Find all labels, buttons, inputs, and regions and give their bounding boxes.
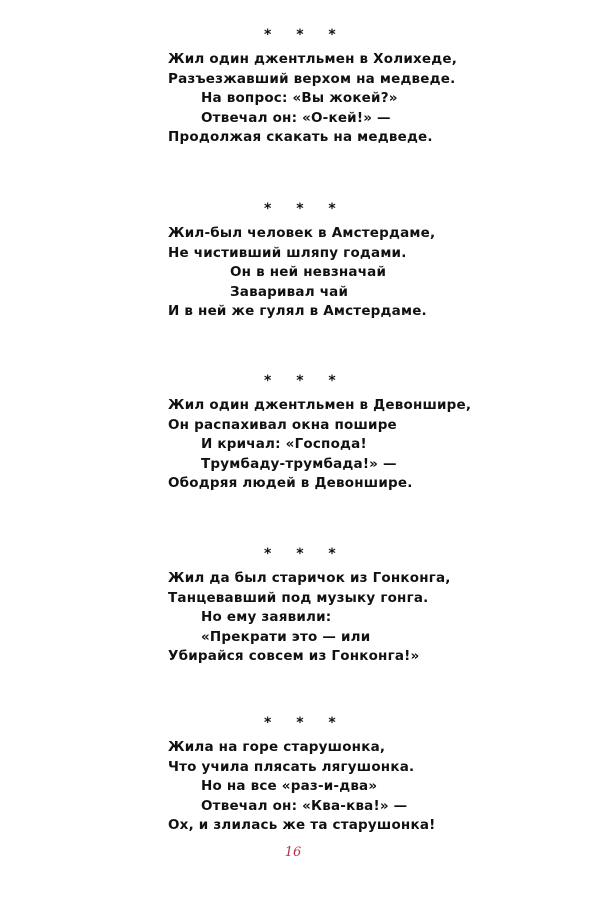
poem-line: На вопрос: «Вы жокей?» (201, 90, 398, 106)
poem-line: Что учила плясать лягушонка. (168, 758, 415, 775)
poem-line: Но на все «раз-и-два» (201, 778, 378, 794)
poem-line: Жил да был старичок из Гонконга, (168, 570, 451, 586)
poem-line: «Прекрати это — или (201, 628, 371, 645)
poem-line: Ох, и злилась же та старушонка! (168, 817, 436, 833)
poem-4 (168, 543, 588, 667)
poem-line: Разъезжавший верхом на медведе. (168, 70, 456, 87)
poem-line: Жила на горе старушонка, (168, 739, 386, 755)
poem-5 (168, 712, 588, 836)
poem-2 (168, 198, 588, 322)
separator-stars: * * * (264, 715, 346, 731)
separator-stars: * * * (264, 546, 346, 562)
poem-line: Жил один джентльмен в Девоншире, (168, 397, 472, 413)
poem-line: И кричал: «Господа! (201, 436, 367, 452)
page-number-text: 16 (284, 845, 302, 860)
poem-line: Продолжая скакать на медведе. (168, 129, 433, 145)
poem-line: Он в ней невзначай (230, 264, 387, 280)
poem-line: Жил-был человек в Амстердаме, (168, 225, 436, 241)
separator-stars: * * * (264, 373, 346, 389)
poem-line: Танцевавший под музыку гонга. (168, 589, 429, 606)
poem-line: И в ней же гулял в Амстердаме. (168, 303, 427, 319)
separator-stars: * * * (264, 27, 346, 43)
poem-3 (168, 370, 588, 494)
poem-line: Заваривал чай (230, 283, 349, 300)
page-number (0, 845, 600, 860)
poem-line: Жил один джентльмен в Холихеде, (168, 51, 458, 67)
poem-line: Ободряя людей в Девоншире. (168, 475, 413, 491)
separator-stars: * * * (264, 201, 346, 217)
poem-1 (168, 24, 588, 148)
poem-line: Отвечал он: «О-кей!» — (201, 109, 391, 126)
poem-line: Трумбаду-трумбада!» — (201, 455, 397, 472)
poem-line: Не чистивший шляпу годами. (168, 244, 407, 261)
poem-line: Он распахивал окна пошире (168, 416, 397, 433)
poem-line: Но ему заявили: (201, 609, 332, 625)
poem-line: Отвечал он: «Ква-ква!» — (201, 797, 408, 814)
poem-line: Убирайся совсем из Гонконга!» (168, 648, 420, 664)
